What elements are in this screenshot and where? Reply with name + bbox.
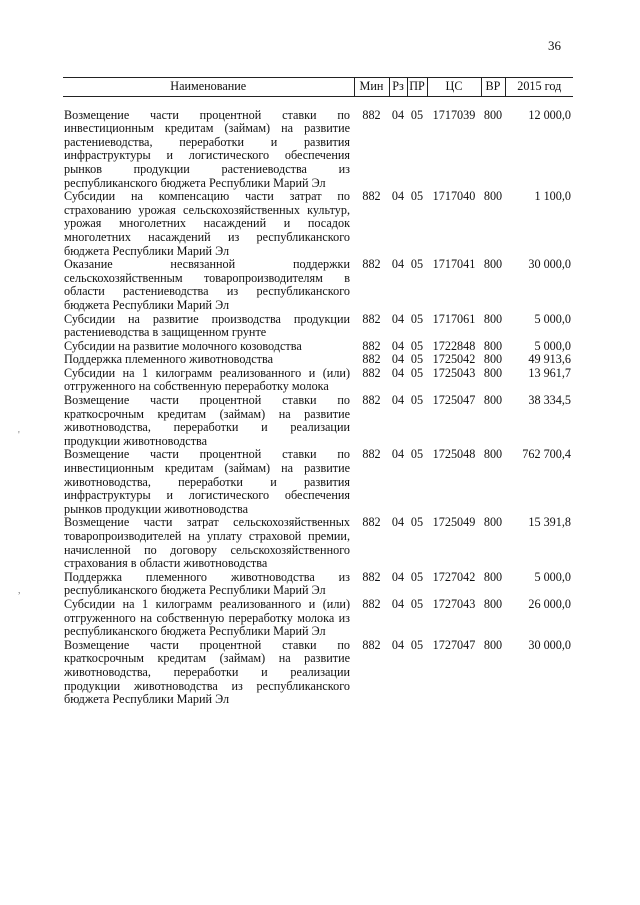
table-row — [63, 598, 573, 639]
table-row — [63, 448, 573, 516]
cell-name: Возмещение части процентной ставки по краткосрочным кредитам (займам) на развитие животноводства, переработки и реализации продукции животноводства — [64, 393, 350, 448]
cell-name: Возмещение части затрат сельскохозяйственных товаропроизводителей на уплату страховой премии, начисленной по договору сельскохозяйственного страхования в области животноводства — [64, 515, 350, 571]
cell-min: 882 — [362, 569, 381, 584]
cell-cs: 1727047 — [432, 637, 476, 652]
cell-rz: 04 — [391, 637, 405, 652]
cell-vr: 800 — [483, 311, 503, 326]
cell-rz: 04 — [391, 393, 405, 408]
table-row — [63, 367, 573, 394]
cell-pr: 05 — [410, 107, 424, 122]
table-header-row — [63, 78, 573, 97]
table-row — [63, 516, 573, 570]
cell-min: 882 — [362, 393, 381, 408]
header-rz: Рз — [389, 78, 407, 97]
header-name: Наименование — [63, 78, 354, 97]
cell-pr: 05 — [410, 311, 424, 326]
cell-rz: 04 — [391, 365, 405, 380]
cell-rz: 04 — [391, 569, 405, 584]
cell-name: Субсидии на компенсацию части затрат по страхованию урожая сельскохозяйственных культур, урожая многолетних насаждений и посадок многолетних насаждений из республиканского бюджета Республики Марий Эл — [64, 189, 350, 258]
cell-sum: 5 000,0 — [534, 569, 571, 584]
table-row — [63, 340, 573, 354]
cell-min: 882 — [362, 352, 381, 367]
cell-vr: 800 — [483, 257, 503, 272]
cell-pr: 05 — [410, 189, 424, 204]
cell-sum: 13 961,7 — [528, 365, 571, 380]
cell-sum: 5 000,0 — [534, 338, 571, 353]
cell-name: Субсидии на 1 килограмм реализованного и (или) отгруженного на собственную переработку молока — [64, 365, 350, 394]
cell-cs: 1722848 — [432, 338, 476, 353]
cell-vr: 800 — [483, 338, 503, 353]
budget-table — [63, 77, 573, 707]
cell-name: Субсидии на развитие производства продукции растениеводства в защищенном грунте — [64, 311, 350, 340]
cell-vr: 800 — [483, 393, 503, 408]
cell-sum: 49 913,6 — [528, 352, 571, 367]
cell-pr: 05 — [410, 515, 424, 530]
cell-vr: 800 — [483, 447, 503, 462]
table-row — [63, 571, 573, 598]
cell-cs: 1725049 — [432, 515, 476, 530]
cell-rz: 04 — [391, 189, 405, 204]
cell-pr: 05 — [410, 637, 424, 652]
header-pr: ПР — [407, 78, 427, 97]
cell-name: Оказание несвязанной поддержки сельскохозяйственным товаропроизводителям в области растениеводства из республиканского бюджета Республики Марий Эл — [64, 257, 350, 312]
header-sum: 2015 год — [505, 78, 573, 97]
cell-vr: 800 — [483, 365, 503, 380]
cell-sum: 30 000,0 — [528, 257, 571, 272]
cell-min: 882 — [362, 107, 381, 122]
cell-sum: 5 000,0 — [534, 311, 571, 326]
cell-rz: 04 — [391, 352, 405, 367]
cell-cs: 1727043 — [432, 596, 476, 611]
cell-rz: 04 — [391, 311, 405, 326]
cell-pr: 05 — [410, 447, 424, 462]
cell-name: Поддержка племенного животноводства — [64, 352, 274, 367]
cell-cs: 1725048 — [432, 447, 476, 462]
cell-rz: 04 — [391, 447, 405, 462]
cell-min: 882 — [362, 311, 381, 326]
cell-name: Возмещение части процентной ставки по инвестиционным кредитам (займам) на развитие растениеводства, переработки и развития инфраструктуры и логистического обеспечения рынков продукции растениеводства из республиканского бюджета Республики Марий Эл — [64, 107, 350, 190]
cell-sum: 12 000,0 — [528, 107, 571, 122]
cell-rz: 04 — [391, 596, 405, 611]
cell-cs: 1717061 — [432, 311, 476, 326]
table-row — [63, 353, 573, 367]
cell-name: Поддержка племенного животноводства из республиканского бюджета Республики Марий Эл — [64, 569, 350, 598]
cell-min: 882 — [362, 257, 381, 272]
cell-pr: 05 — [410, 596, 424, 611]
cell-min: 882 — [362, 189, 381, 204]
cell-name: Возмещение части процентной ставки по инвестиционным кредитам (займам) на развитие животноводства, переработки и развития инфраструктуры и логистического обеспечения рынков продукции животноводства — [64, 447, 350, 516]
cell-name: Субсидии на 1 килограмм реализованного и (или) отгруженного на собственную переработку молока из республиканского бюджета Республики Марий Эл — [64, 596, 350, 639]
cell-vr: 800 — [483, 515, 503, 530]
table-row — [63, 258, 573, 312]
cell-min: 882 — [362, 447, 381, 462]
cell-rz: 04 — [391, 338, 405, 353]
page-number: 36 — [548, 38, 561, 53]
cell-min: 882 — [362, 338, 381, 353]
cell-vr: 800 — [483, 107, 503, 122]
cell-sum: 762 700,4 — [522, 447, 571, 462]
cell-name: Возмещение части процентной ставки по краткосрочным кредитам (займам) на развитие животноводства, переработки и реализации продукции животноводства из республиканского бюджета Республики Марий Эл — [64, 637, 350, 707]
cell-min: 882 — [362, 365, 381, 380]
cell-sum: 26 000,0 — [528, 596, 571, 611]
cell-cs: 1725047 — [432, 393, 476, 408]
cell-vr: 800 — [483, 637, 503, 652]
cell-pr: 05 — [410, 365, 424, 380]
table-row — [63, 190, 573, 258]
scan-mark: , — [18, 585, 21, 596]
cell-sum: 38 334,5 — [528, 393, 571, 408]
cell-min: 882 — [362, 637, 381, 652]
header-min: Мин — [354, 78, 389, 97]
cell-vr: 800 — [483, 569, 503, 584]
cell-vr: 800 — [483, 189, 503, 204]
cell-cs: 1717041 — [432, 257, 476, 272]
header-vr: ВР — [481, 78, 505, 97]
cell-rz: 04 — [391, 515, 405, 530]
cell-cs: 1717040 — [432, 189, 476, 204]
cell-pr: 05 — [410, 569, 424, 584]
cell-cs: 1725043 — [432, 365, 476, 380]
cell-min: 882 — [362, 596, 381, 611]
cell-cs: 1725042 — [432, 352, 476, 367]
table-row — [63, 96, 573, 190]
table-row — [63, 394, 573, 448]
scan-mark: ' — [18, 430, 20, 441]
cell-vr: 800 — [483, 596, 503, 611]
cell-rz: 04 — [391, 107, 405, 122]
cell-pr: 05 — [410, 352, 424, 367]
table-row — [63, 639, 573, 707]
cell-cs: 1717039 — [432, 107, 476, 122]
cell-pr: 05 — [410, 393, 424, 408]
cell-sum: 30 000,0 — [528, 637, 571, 652]
cell-rz: 04 — [391, 257, 405, 272]
table-row — [63, 313, 573, 340]
cell-name: Субсидии на развитие молочного козоводства — [64, 338, 302, 353]
cell-sum: 15 391,8 — [528, 515, 571, 530]
cell-pr: 05 — [410, 338, 424, 353]
header-cs: ЦС — [427, 78, 481, 97]
cell-min: 882 — [362, 515, 381, 530]
cell-sum: 1 100,0 — [534, 189, 571, 204]
cell-pr: 05 — [410, 257, 424, 272]
cell-vr: 800 — [483, 352, 503, 367]
cell-cs: 1727042 — [432, 569, 476, 584]
